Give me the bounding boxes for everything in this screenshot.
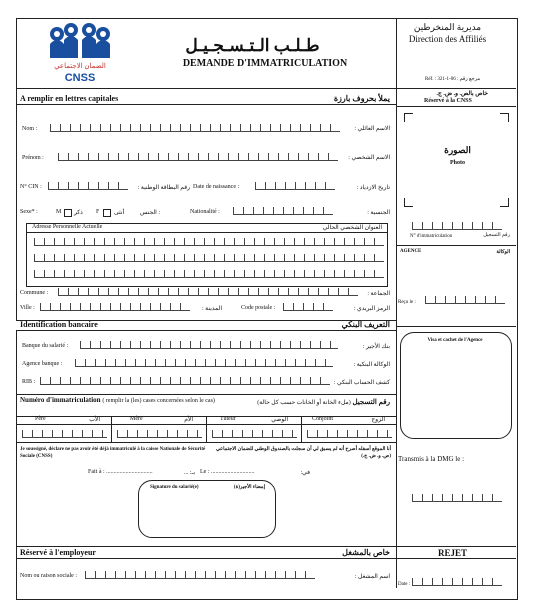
nationalite-input[interactable] [233, 207, 333, 215]
fi-label: في: [300, 470, 310, 476]
prenom-label: Prénom : [22, 155, 44, 161]
photo-corner-bl [404, 198, 413, 207]
bank-title: Identification bancaire [20, 320, 98, 329]
immat-title-ar [230, 398, 390, 406]
immat-cnss-input[interactable] [412, 222, 502, 230]
commune-input[interactable] [58, 288, 358, 296]
sexe-f-ar: أنثى [114, 210, 125, 216]
employer-title-ar: خاص بالمشغل [342, 548, 390, 557]
immat-col-conjoint: Conjoint [312, 416, 334, 422]
recu-label: Reçu le : [398, 300, 416, 305]
nationalite-label: Nationalité : [190, 209, 220, 215]
immat-title-main: Numéro d'immatriculation [20, 396, 101, 404]
sexe-m: M [56, 209, 62, 215]
main-section-title: A remplir en lettres capitales [20, 94, 119, 103]
rib-label-ar: كشف الحساب البنكي : [333, 380, 390, 386]
title-arabic: طـلـب الـتـسـجـيـل [185, 36, 320, 55]
agence-banque-input[interactable] [75, 359, 333, 367]
agence-line [396, 245, 516, 246]
photo-label-ar: الصورة [444, 145, 471, 155]
agence-banque-label-ar: الوكالة البنكية : [353, 362, 390, 368]
header-divider [16, 88, 516, 89]
photo-corner-tl [404, 113, 413, 122]
raison-label-ar: اسم المشغل : [354, 574, 390, 580]
sexe-f-checkbox[interactable] [103, 209, 111, 217]
code-postal-input[interactable] [283, 303, 333, 311]
cin-input[interactable] [48, 182, 128, 190]
dept-french: Direction des Affiliés [408, 34, 487, 44]
photo-corner-tr [500, 113, 509, 122]
immat-col-pere-ar: الأب [89, 417, 100, 423]
naissance-label: Date de naissance : [193, 184, 240, 190]
logo-text: CNSS [64, 72, 96, 84]
prenom-input[interactable] [58, 153, 338, 161]
immat-tuteur-input[interactable] [212, 430, 297, 438]
declaration-text-ar: أنا الموقع أسفله أصرح أنه لم يسبق لي أن سجلت بالصندوق الوطني للضمان الاجتماعي (ص. و. ض. ج.) [216, 447, 391, 459]
cnss-logo [40, 22, 120, 84]
ville-label: Ville : [20, 305, 35, 311]
bank-title-ar: التعريف البنكي [341, 320, 390, 329]
rejet-title: REJET [438, 548, 468, 558]
address-line-2[interactable] [34, 254, 384, 262]
immat-title-ar-main: رقم التسجيل [352, 398, 390, 406]
address-label-ar: العنوان الشخصي الحالي [322, 225, 382, 231]
declaration-text: Je soussigné, déclare ne pas avoir été déjà immatriculé à la caisse Nationale de Sécurité Sociale (CNSS) [20, 447, 206, 459]
immat-col-conjoint-ar: الزوج [371, 417, 385, 423]
immat-title [20, 396, 230, 406]
right-column-divider [396, 18, 397, 588]
date-input[interactable] [412, 578, 502, 586]
rib-label: RIB : [22, 379, 36, 385]
address-line-1[interactable] [34, 238, 384, 246]
footer-title-line [16, 558, 516, 559]
photo-label: Photo [450, 160, 465, 166]
nationalite-label-ar: الجنسية : [367, 210, 390, 216]
fait-label: Fait à : ............................... [88, 469, 153, 475]
immat-col-div-3 [301, 416, 302, 442]
sexe-label-ar: الجنس : [140, 210, 160, 216]
ville-label-ar: المدينة : [202, 306, 222, 312]
ville-input[interactable] [40, 303, 190, 311]
immat-col-mere-ar: الأم [184, 417, 193, 423]
le-label: Le : ............................. [200, 469, 255, 475]
immat-title-sub: ( remplir la (les) cases concernées selon le cas) [102, 398, 215, 404]
immat-title-ar-sub: (ملء الخانة أو الخانات حسب كل حالة) [257, 400, 351, 406]
nom-label: Nom : [22, 126, 38, 132]
sexe-label: Sexe* : [20, 209, 38, 215]
nom-input[interactable] [50, 124, 340, 132]
banque-input[interactable] [80, 341, 338, 349]
footer-top-line [16, 546, 516, 547]
bi-label: بـ: ... [183, 470, 195, 476]
code-postal-label-ar: الرمز البريدي : [353, 306, 390, 312]
agence-label: AGENCE [400, 249, 422, 254]
visa-box [400, 332, 512, 439]
immat-conjoint-input[interactable] [307, 430, 392, 438]
immat-cnss-label: N° d'immatriculation [410, 234, 453, 239]
immat-mere-input[interactable] [117, 430, 202, 438]
date-label: Date : [398, 582, 411, 587]
banque-label: Banque du salarié : [22, 343, 69, 349]
address-label: Adresse Personnelle Actuelle [32, 224, 103, 230]
reserved-line [396, 106, 516, 107]
cin-label: N° CIN : [20, 184, 42, 190]
reserved-cnss-fr: Réservé à la CNSS [424, 98, 472, 104]
prenom-label-ar: الاسم الشخصي : [348, 155, 390, 161]
transmis-label: Transmis à la DMG le : [398, 455, 465, 463]
reserved-cnss-ar: خاص بالص. و. ض. ج. [436, 91, 488, 97]
address-line-3[interactable] [34, 270, 384, 278]
code-postal-label: Code postale : [241, 305, 276, 311]
address-header-line [26, 232, 387, 233]
agence-banque-label: Agence banque : [22, 361, 63, 367]
cin-label-ar: رقم البطاقة الوطنية : [137, 185, 190, 191]
main-section-title-ar: يملأ بحروف بارزة [333, 94, 390, 103]
signature-label: Signature du salarié(e) [150, 485, 199, 490]
naissance-input[interactable] [255, 182, 335, 190]
immat-col-tuteur: Tuteur [220, 416, 236, 422]
immat-col-div-1 [111, 416, 112, 442]
main-section-line [16, 104, 396, 105]
immat-top-line [16, 394, 396, 395]
immat-pere-input[interactable] [22, 430, 107, 438]
employer-title: Réservé à l'employeur [20, 548, 96, 557]
visa-label: Visa et cachet de l'Agence [427, 338, 483, 343]
immat-col-pere: Père [35, 416, 46, 422]
immat-cnss-label-ar: رقم التسجيل [483, 233, 510, 238]
immat-col-mere: Mère [130, 416, 143, 422]
immat-col-tuteur-ar: الوصي [271, 417, 288, 423]
raison-label: Nom ou raison sociale : [20, 573, 77, 579]
signature-label-ar: إمضاء الأجير(ة) [233, 485, 265, 490]
visa-line [396, 326, 516, 327]
logo-arabic: الضمان الاجتماعي [54, 62, 106, 70]
title-french: DEMANDE D'IMMATRICULATION [182, 58, 348, 69]
dept-arabic: مديرية المنخرطين [413, 22, 482, 32]
rib-input[interactable] [40, 377, 330, 385]
nom-label-ar: الاسم العائلي : [354, 126, 390, 132]
commune-label-ar: الجماعة : [367, 291, 390, 297]
commune-label: Commune : [20, 290, 49, 296]
agence-label-ar: الوكالة [496, 250, 510, 255]
sexe-m-ar: ذكر [74, 210, 83, 216]
photo-corner-br [500, 198, 509, 207]
ref-number: Réf. : 321-1-06 : مرجع رقم [425, 77, 481, 82]
sexe-f: F [96, 209, 100, 215]
immat-col-div-2 [206, 416, 207, 442]
transmis-input[interactable] [412, 494, 502, 502]
raison-input[interactable] [85, 571, 315, 579]
naissance-label-ar: تاريخ الازدياد : [356, 185, 390, 191]
recu-input[interactable] [425, 296, 505, 304]
cnss-logo-icon [40, 22, 120, 62]
immat-cols-bottom [16, 442, 396, 443]
sexe-m-checkbox[interactable] [64, 209, 72, 217]
banque-label-ar: بنك الأجير : [362, 344, 390, 350]
